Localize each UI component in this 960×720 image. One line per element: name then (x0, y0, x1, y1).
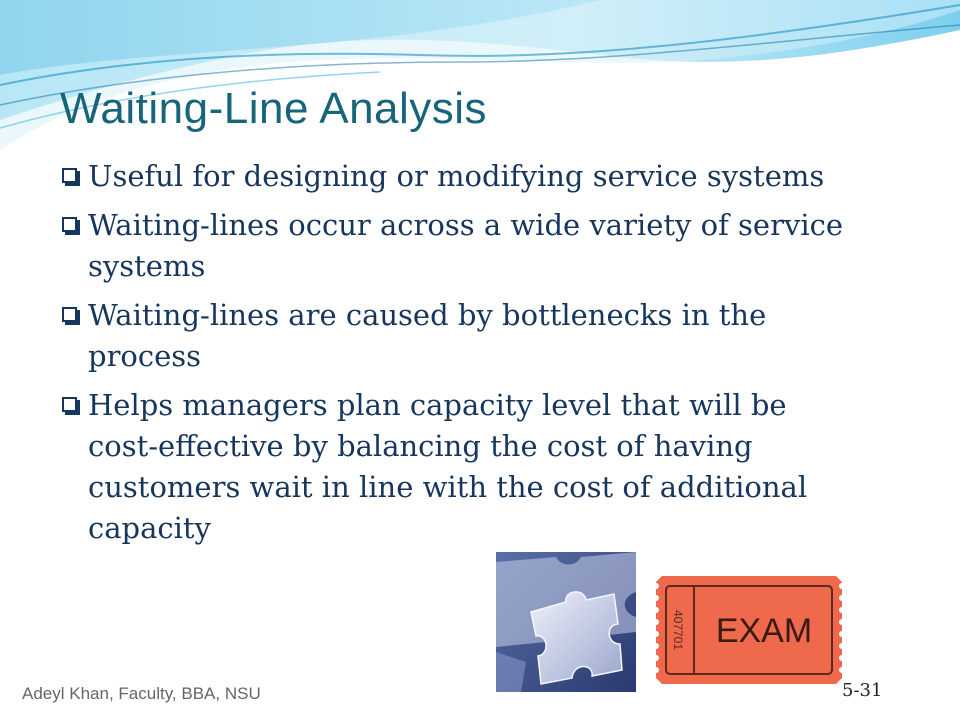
ticket-label: EXAM (715, 612, 813, 650)
bullet-text: Waiting-lines are caused by bottlenecks in the process (88, 298, 767, 373)
checkbox-bullet-icon (62, 307, 77, 322)
bullet-list (60, 156, 860, 557)
bullet-text: Useful for designing or modifying service systems (88, 159, 825, 193)
bullet-item (60, 205, 860, 287)
puzzle-image (496, 552, 636, 692)
page-number: 5-31 (842, 680, 883, 701)
footer-author: Adeyl Khan, Faculty, BBA, NSU (22, 684, 261, 703)
ticket-number: 407701 (671, 609, 685, 651)
bullet-item (60, 156, 860, 197)
bullet-text: Helps managers plan capacity level that will be cost-effective by balancing the cost of having customers wait in line with the cost of additional capacity (88, 388, 808, 545)
slide-title: Waiting-Line Analysis (60, 84, 488, 133)
checkbox-bullet-icon (62, 168, 77, 183)
header-wave-decoration (0, 0, 960, 160)
exam-ticket-image (656, 576, 842, 684)
bullet-text: Waiting-lines occur across a wide variety of service systems (88, 208, 844, 283)
checkbox-bullet-icon (62, 397, 77, 412)
checkbox-bullet-icon (62, 217, 77, 232)
bullet-item (60, 295, 860, 377)
bullet-item (60, 385, 860, 549)
